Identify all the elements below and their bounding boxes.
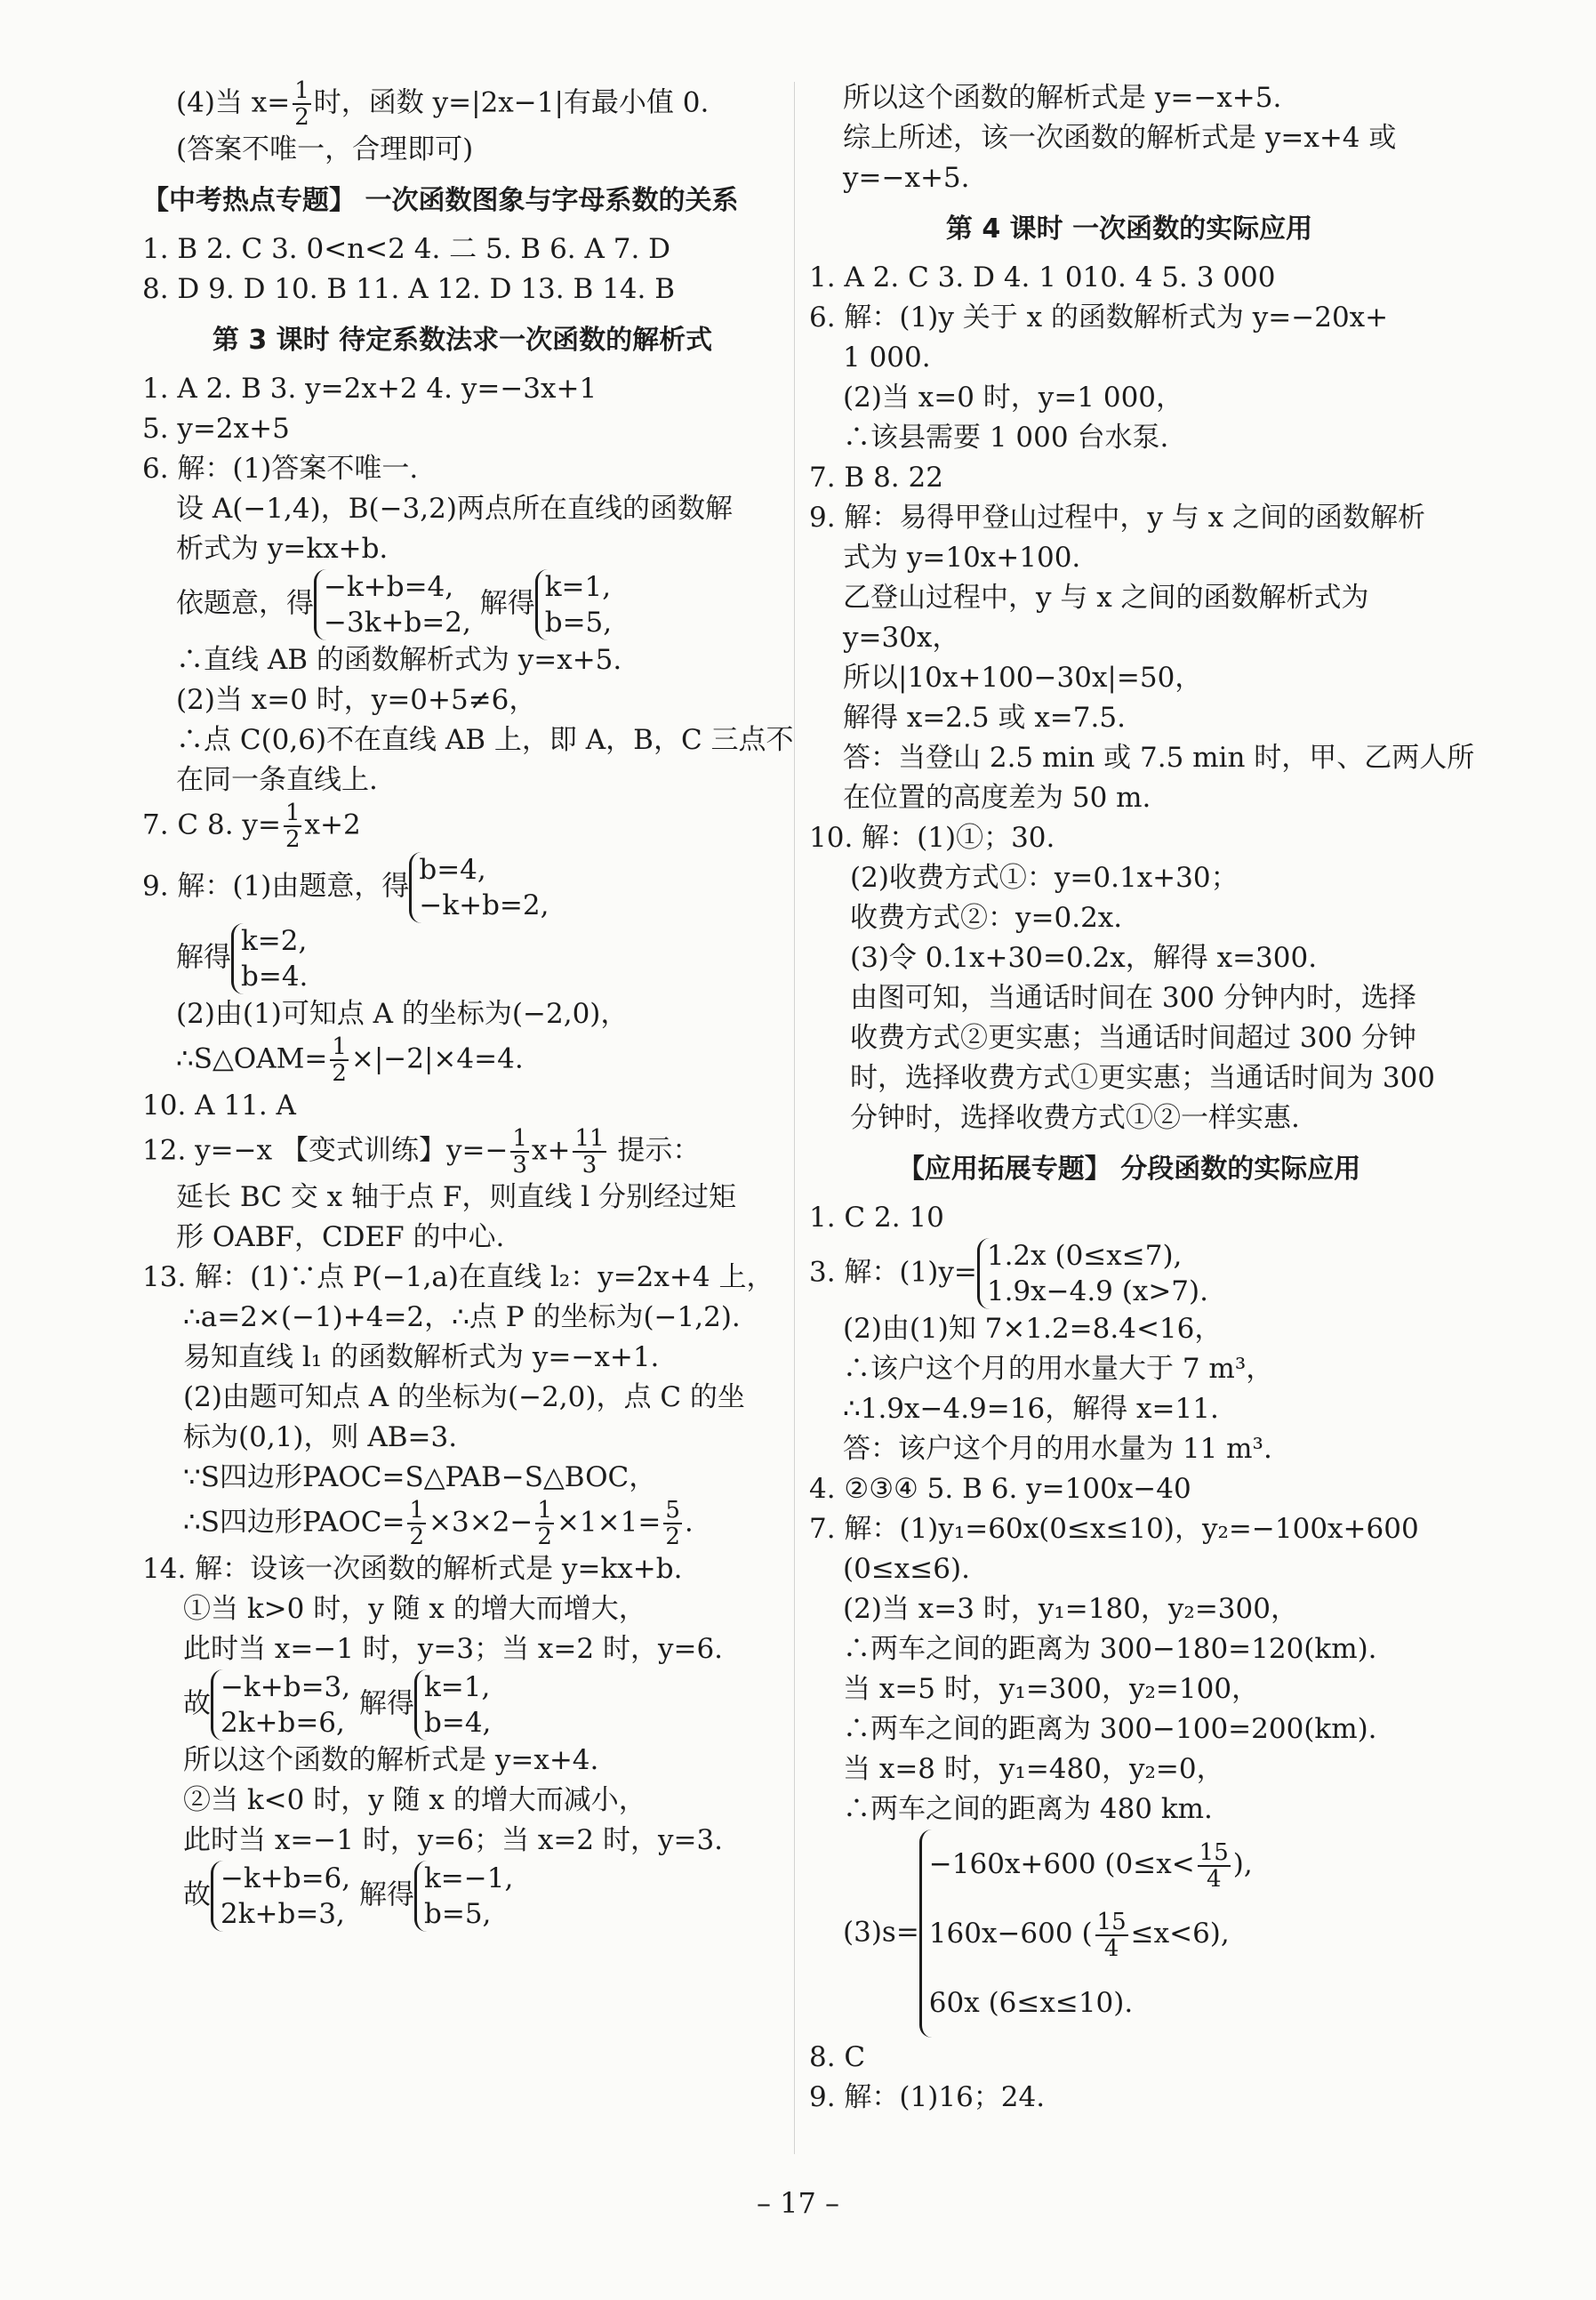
answer-line: 形 OABF，CDEF 的中心. bbox=[176, 1221, 505, 1253]
text: 解得 bbox=[359, 1687, 414, 1720]
piecewise-function bbox=[919, 1830, 1253, 2038]
equation: k=1, bbox=[544, 571, 612, 603]
answer-line: 1 000. bbox=[843, 342, 931, 374]
answer-line bbox=[142, 923, 782, 994]
section-heading: 【中考热点专题】 一次函数图象与字母系数的关系 bbox=[142, 185, 739, 216]
numerator: 1 bbox=[332, 1033, 347, 1060]
equation: b=4, bbox=[419, 854, 486, 886]
answer-line: (答案不唯一，合理即可) bbox=[176, 133, 474, 165]
equation: b=5, bbox=[424, 1898, 492, 1930]
answer-line: 时，选择收费方式①更实惠；当通话时间为 300 bbox=[850, 1062, 1436, 1094]
numerator: 5 bbox=[665, 1497, 680, 1524]
answer-line: 析式为 y=kx+b. bbox=[176, 533, 389, 565]
text: x+2 bbox=[304, 808, 361, 841]
answer-line: (2)由(1)可知点 A 的坐标为(−2,0)， bbox=[176, 998, 629, 1030]
answer-line: 设 A(−1,4)，B(−3,2)两点所在直线的函数解 bbox=[176, 493, 733, 525]
text: 解得 bbox=[176, 941, 231, 974]
text: 时，函数 y=|2x−1|有最小值 0. bbox=[313, 86, 710, 119]
answer-line: ∴该户这个月的用水量大于 7 m³， bbox=[843, 1353, 1274, 1385]
numerator: 1 bbox=[537, 1497, 552, 1524]
piece bbox=[929, 1830, 1253, 1899]
answer-line bbox=[142, 78, 782, 130]
numerator: 15 bbox=[1096, 1908, 1127, 1935]
section-heading: 第 4 课时 一次函数的实际应用 bbox=[945, 213, 1313, 245]
answer-line: 1. C 2. 10 bbox=[809, 1202, 944, 1234]
answer-line: ∵S四边形PAOC=S△PAB−S△BOC， bbox=[183, 1461, 657, 1493]
text: 160x−600 ( bbox=[928, 1918, 1093, 1950]
text: 依题意，得 bbox=[176, 587, 314, 620]
equation-system bbox=[535, 569, 612, 640]
fraction bbox=[1198, 1840, 1231, 1892]
answer-line bbox=[809, 1830, 1449, 2038]
answer-line: y=30x， bbox=[843, 622, 960, 654]
equation: b=5, bbox=[544, 607, 613, 639]
answer-line: ∴a=2×(−1)+4=2，∴点 P 的坐标为(−1,2). bbox=[183, 1301, 741, 1333]
answer-line: 10. A 11. A bbox=[142, 1090, 296, 1122]
denominator: 3 bbox=[581, 1152, 597, 1178]
denominator: 2 bbox=[285, 826, 301, 853]
section-heading: 第 3 课时 待定系数法求一次函数的解析式 bbox=[212, 325, 713, 356]
text: ≤x<6), bbox=[1130, 1918, 1230, 1950]
answer-line: 8. D 9. D 10. B 11. A 12. D 13. B 14. B bbox=[142, 273, 676, 305]
answer-line: 所以这个函数的解析式是 y=−x+5. bbox=[843, 82, 1282, 114]
numerator: 1 bbox=[294, 77, 309, 104]
text: 9. 解：(1)由题意，得 bbox=[142, 870, 410, 903]
answer-line: ∴两车之间的距离为 480 km. bbox=[843, 1793, 1213, 1825]
answer-line: 1. B 2. C 3. 0<n<2 4. 二 5. B 6. A 7. D bbox=[142, 233, 671, 265]
answer-line: 在位置的高度差为 50 m. bbox=[843, 782, 1151, 814]
answer-line: 式为 y=10x+100. bbox=[843, 542, 1081, 574]
answer-line: 解得 x=2.5 或 x=7.5. bbox=[843, 702, 1126, 734]
answer-line: 答：该户这个月的用水量为 11 m³. bbox=[843, 1433, 1272, 1465]
section-heading: 【应用拓展专题】 分段函数的实际应用 bbox=[897, 1154, 1361, 1185]
answer-line: 此时当 x=−1 时，y=6；当 x=2 时，y=3. bbox=[183, 1824, 724, 1856]
answer-line: 收费方式②更实惠；当通话时间超过 300 分钟 bbox=[850, 1022, 1416, 1054]
text: 提示： bbox=[608, 1134, 701, 1167]
fraction bbox=[1095, 1910, 1128, 1961]
answer-line: ∴两车之间的距离为 300−100=200(km). bbox=[843, 1713, 1377, 1745]
answer-line: (2)当 x=3 时，y₁=180，y₂=300， bbox=[843, 1593, 1298, 1625]
answer-line: 所以这个函数的解析式是 y=x+4. bbox=[183, 1744, 599, 1776]
text: 故 bbox=[183, 1878, 211, 1911]
answer-line: 标为(0,1)，则 AB=3. bbox=[183, 1421, 458, 1453]
answer-line bbox=[142, 1669, 782, 1741]
answer-line: (3)令 0.1x+30=0.2x，解得 x=300. bbox=[850, 942, 1318, 974]
answer-line: 14. 解：设该一次函数的解析式是 y=kx+b. bbox=[142, 1553, 683, 1585]
denominator: 2 bbox=[294, 104, 309, 131]
answer-line: y=−x+5. bbox=[843, 162, 970, 194]
answer-line: 5. y=2x+5 bbox=[142, 413, 290, 445]
answer-line bbox=[142, 1126, 782, 1178]
answer-line: ∴该县需要 1 000 台水泵. bbox=[843, 422, 1169, 454]
answer-line: ∴1.9x−4.9=16，解得 x=11. bbox=[843, 1393, 1219, 1425]
equation: −3k+b=2, bbox=[324, 607, 471, 639]
piecewise-function bbox=[977, 1238, 1208, 1309]
equation-system bbox=[231, 923, 308, 994]
answer-line: (2)当 x=0 时，y=1 000， bbox=[843, 382, 1184, 414]
piece: 60x (6≤x≤10). bbox=[928, 1987, 1134, 2019]
answer-line: 分钟时，选择收费方式①②一样实惠. bbox=[850, 1102, 1300, 1134]
answer-line: 9. 解：易得甲登山过程中，y 与 x 之间的函数解析 bbox=[809, 502, 1425, 534]
text: 解得 bbox=[359, 1878, 414, 1911]
fraction bbox=[663, 1498, 682, 1549]
denominator: 3 bbox=[512, 1152, 527, 1178]
answer-line: (2)由(1)知 7×1.2=8.4<16， bbox=[843, 1313, 1223, 1345]
fraction bbox=[407, 1498, 426, 1549]
answer-line: 延长 BC 交 x 轴于点 F，则直线 l 分别经过矩 bbox=[176, 1181, 736, 1213]
numerator: 1 bbox=[285, 800, 301, 826]
equation: 1.2x (0≤x≤7), bbox=[986, 1240, 1183, 1272]
answer-line: (2)当 x=0 时，y=0+5≠6， bbox=[176, 684, 537, 716]
answer-line: ∴直线 AB 的函数解析式为 y=x+5. bbox=[176, 644, 622, 676]
fraction bbox=[573, 1126, 606, 1178]
answer-line: 所以|10x+100−30x|=50， bbox=[843, 662, 1203, 694]
text: . bbox=[684, 1506, 694, 1539]
answer-line: 当 x=5 时，y₁=300，y₂=100， bbox=[843, 1673, 1260, 1705]
text: 12. y=−x 【变式训练】y=− bbox=[142, 1134, 509, 1167]
answer-line: 综上所述，该一次函数的解析式是 y=x+4 或 bbox=[843, 122, 1397, 154]
equation: k=−1, bbox=[424, 1862, 514, 1894]
text: ∴S△OAM= bbox=[176, 1042, 328, 1075]
left-column bbox=[142, 77, 794, 1932]
equation: −k+b=2, bbox=[419, 889, 549, 921]
denominator: 4 bbox=[1206, 1865, 1222, 1893]
answer-line bbox=[809, 1238, 1449, 1309]
fraction bbox=[535, 1498, 554, 1549]
fraction bbox=[284, 800, 302, 852]
fraction bbox=[510, 1126, 529, 1178]
answer-line: 当 x=8 时，y₁=480，y₂=0， bbox=[843, 1753, 1224, 1785]
answer-line: 答：当登山 2.5 min 或 7.5 min 时，甲、乙两人所 bbox=[843, 742, 1475, 774]
answer-line bbox=[142, 1498, 782, 1549]
answer-line: ∴两车之间的距离为 300−180=120(km). bbox=[843, 1633, 1377, 1665]
answer-line: 8. C bbox=[809, 2041, 866, 2073]
equation: −k+b=4, bbox=[324, 571, 454, 603]
answer-line: 在同一条直线上. bbox=[176, 764, 378, 796]
equation-system bbox=[414, 1861, 513, 1932]
numerator: 1 bbox=[409, 1497, 425, 1524]
answer-line: 乙登山过程中，y 与 x 之间的函数解析式为 bbox=[843, 582, 1369, 614]
answer-line: (2)收费方式①：y=0.1x+30； bbox=[850, 862, 1239, 894]
denominator: 2 bbox=[332, 1060, 347, 1087]
text: ×1×1= bbox=[556, 1506, 662, 1539]
answer-line: (2)由题可知点 A 的坐标为(−2,0)，点 C 的坐 bbox=[183, 1381, 745, 1413]
answer-line: 此时当 x=−1 时，y=3；当 x=2 时，y=6. bbox=[183, 1633, 724, 1665]
answer-line: 6. 解：(1)y 关于 x 的函数解析式为 y=−20x+ bbox=[809, 302, 1389, 334]
equation-system bbox=[314, 569, 471, 640]
answer-line: 由图可知，当通话时间在 300 分钟内时，选择 bbox=[850, 982, 1416, 1014]
equation: b=4. bbox=[241, 961, 309, 993]
equation: 2k+b=3, bbox=[221, 1898, 345, 1930]
answer-line: 13. 解：(1)∵点 P(−1,a)在直线 l₂：y=2x+4 上， bbox=[142, 1261, 774, 1293]
answer-line bbox=[142, 569, 782, 640]
column-divider bbox=[794, 82, 795, 2154]
fraction bbox=[330, 1034, 349, 1086]
answer-line bbox=[142, 852, 782, 923]
answer-line: (0≤x≤6). bbox=[843, 1553, 970, 1585]
text: (4)当 x= bbox=[176, 86, 291, 119]
answer-line: 9. 解：(1)16；24. bbox=[809, 2081, 1046, 2113]
text: 7. C 8. y= bbox=[142, 808, 281, 841]
numerator: 11 bbox=[574, 1125, 605, 1152]
fraction bbox=[293, 78, 311, 130]
numerator: 15 bbox=[1199, 1838, 1229, 1866]
answer-line: 6. 解：(1)答案不唯一. bbox=[142, 453, 419, 485]
answer-line: 1. A 2. B 3. y=2x+2 4. y=−3x+1 bbox=[142, 373, 597, 405]
equation-system bbox=[414, 1669, 491, 1741]
equation: −k+b=3, bbox=[221, 1671, 351, 1703]
equation: k=1, bbox=[424, 1671, 491, 1703]
answer-line bbox=[142, 800, 782, 852]
denominator: 2 bbox=[665, 1524, 680, 1550]
equation-system bbox=[211, 1669, 350, 1741]
equation: k=2, bbox=[241, 925, 308, 957]
answer-line bbox=[142, 1861, 782, 1932]
numerator: 1 bbox=[512, 1125, 527, 1152]
right-column bbox=[809, 78, 1475, 2118]
answer-line: 7. 解：(1)y₁=60x(0≤x≤10)，y₂=−100x+600 bbox=[809, 1513, 1419, 1545]
text: ×|−2|×4=4. bbox=[350, 1042, 524, 1075]
equation-system bbox=[211, 1861, 350, 1932]
equation-system bbox=[409, 852, 549, 923]
answer-line: ①当 k>0 时，y 随 x 的增大而增大， bbox=[183, 1593, 646, 1625]
answer-line: 7. B 8. 22 bbox=[809, 462, 943, 494]
text: (3)s= bbox=[843, 1916, 919, 1949]
answer-line: 收费方式②：y=0.2x. bbox=[850, 902, 1123, 934]
equation: −k+b=6, bbox=[221, 1862, 351, 1894]
text: x+ bbox=[531, 1134, 571, 1167]
denominator: 2 bbox=[537, 1524, 552, 1550]
equation: 1.9x−4.9 (x>7). bbox=[986, 1275, 1208, 1307]
text: ×3×2− bbox=[429, 1506, 533, 1539]
answer-line: 10. 解：(1)①；30. bbox=[809, 822, 1055, 854]
text: 故 bbox=[183, 1687, 211, 1720]
text: ), bbox=[1232, 1848, 1253, 1880]
answer-line: 1. A 2. C 3. D 4. 1 010. 4 5. 3 000 bbox=[809, 261, 1276, 294]
answer-line: ∴点 C(0,6)不在直线 AB 上，即 A，B，C 三点不 bbox=[176, 724, 794, 756]
piece bbox=[929, 1899, 1253, 1968]
text: 解得 bbox=[479, 587, 535, 620]
denominator: 2 bbox=[409, 1524, 425, 1550]
text: −160x+600 (0≤x< bbox=[928, 1848, 1195, 1880]
answer-line bbox=[142, 1034, 782, 1086]
text: 3. 解：(1)y= bbox=[809, 1256, 977, 1289]
equation: 2k+b=6, bbox=[221, 1707, 345, 1739]
answer-line: 4. ②③④ 5. B 6. y=100x−40 bbox=[809, 1473, 1191, 1505]
answer-line: ②当 k<0 时，y 随 x 的增大而减小， bbox=[183, 1784, 646, 1816]
text: ∴S四边形PAOC= bbox=[183, 1506, 405, 1539]
denominator: 4 bbox=[1103, 1934, 1119, 1962]
page-number: – 17 – bbox=[756, 2186, 840, 2220]
equation: b=4, bbox=[424, 1707, 492, 1739]
answer-line: 易知直线 l₁ 的函数解析式为 y=−x+1. bbox=[183, 1341, 660, 1373]
